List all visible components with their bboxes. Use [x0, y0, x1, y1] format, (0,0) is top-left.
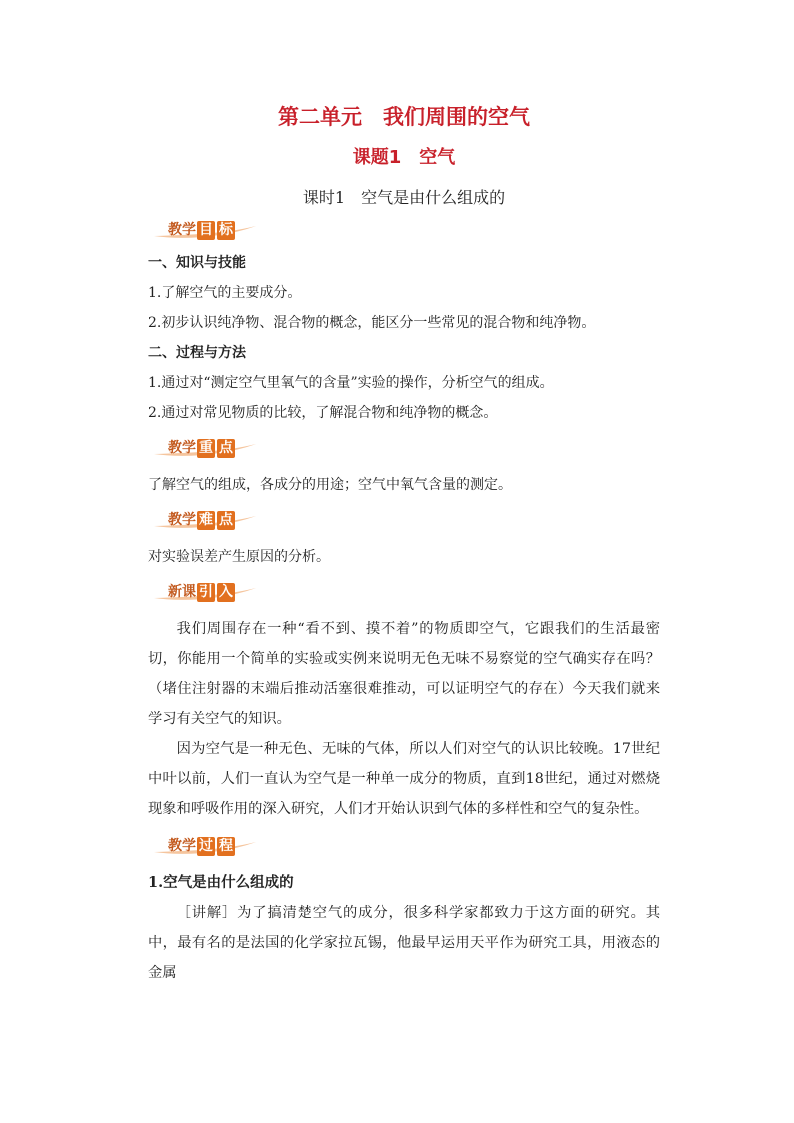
- tag-char: 学: [182, 221, 196, 238]
- process-paragraph: ［讲解］为了搞清楚空气的成分，很多科学家都致力于这方面的研究。其中，最有名的是法国的化学家拉瓦锡，他最早运用天平作为研究工具，用液态的金属: [148, 905, 660, 981]
- tag-char: 课: [182, 583, 196, 600]
- section-tag-key-points: [152, 434, 660, 462]
- tag-char: 教: [168, 439, 182, 456]
- tag-char-boxed: 难: [199, 511, 213, 528]
- lesson-title: 课题1 空气: [352, 147, 456, 168]
- tag-char-boxed: 点: [219, 511, 233, 528]
- key-points-text: 了解空气的组成，各成分的用途；空气中氧气含量的测定。: [148, 477, 512, 493]
- tag-char: 新: [168, 583, 182, 600]
- tag-char: 学: [182, 511, 196, 528]
- tag-char-boxed: 程: [219, 837, 233, 854]
- tag-char-boxed: 引: [199, 583, 213, 600]
- tag-char: 教: [168, 837, 182, 854]
- process-subtitle: 1.空气是由什么组成的: [148, 874, 294, 891]
- section-tag-intro: [152, 578, 660, 606]
- tag-char: 教: [168, 511, 182, 528]
- section-tag-process: [152, 832, 660, 860]
- tag-char-boxed: 目: [199, 221, 213, 238]
- tag-char-boxed: 点: [219, 439, 233, 456]
- section-tag-objectives: [152, 216, 660, 244]
- intro-paragraph: 我们周围存在一种“看不到、摸不着”的物质即空气，它跟我们的生活最密切，你能用一个简单的实验或实例来说明无色无味不易察觉的空气确实存在吗？（堵住注射器的末端后推动活塞很难推动，可以证明空气的存在）今天我们就来学习有关空气的知识。: [148, 621, 660, 727]
- tag-char-boxed: 入: [219, 583, 233, 600]
- section-tag-difficulties: [152, 506, 660, 534]
- tag-char: 教: [168, 221, 182, 238]
- knowledge-heading: 一、知识与技能: [148, 255, 246, 271]
- tag-char-boxed: 重: [199, 439, 213, 456]
- tag-char: 学: [182, 837, 196, 854]
- objective-item: 1.通过对“测定空气里氧气的含量”实验的操作，分析空气的组成。: [148, 375, 554, 391]
- intro-paragraph: 因为空气是一种无色、无味的气体，所以人们对空气的认识比较晚。17世纪中叶以前，人们一直认为空气是一种单一成分的物质，直到18世纪，通过对燃烧现象和呼吸作用的深入研究，人们才开始认识到气体的多样性和空气的复杂性。: [148, 741, 660, 817]
- tag-char: 学: [182, 439, 196, 456]
- difficulties-text: 对实验误差产生原因的分析。: [148, 549, 330, 565]
- tag-char-boxed: 过: [199, 837, 213, 854]
- document-content: [148, 100, 660, 988]
- objective-item: 2.通过对常见物质的比较，了解混合物和纯净物的概念。: [148, 405, 498, 421]
- unit-title: 第二单元 我们周围的空气: [278, 105, 530, 129]
- tag-char-boxed: 标: [219, 221, 233, 238]
- objective-item: 1.了解空气的主要成分。: [148, 285, 302, 301]
- period-title: 课时1 空气是由什么组成的: [302, 188, 506, 207]
- process-heading: 二、过程与方法: [148, 345, 246, 361]
- objective-item: 2.初步认识纯净物、混合物的概念，能区分一些常见的混合物和纯净物。: [148, 315, 596, 331]
